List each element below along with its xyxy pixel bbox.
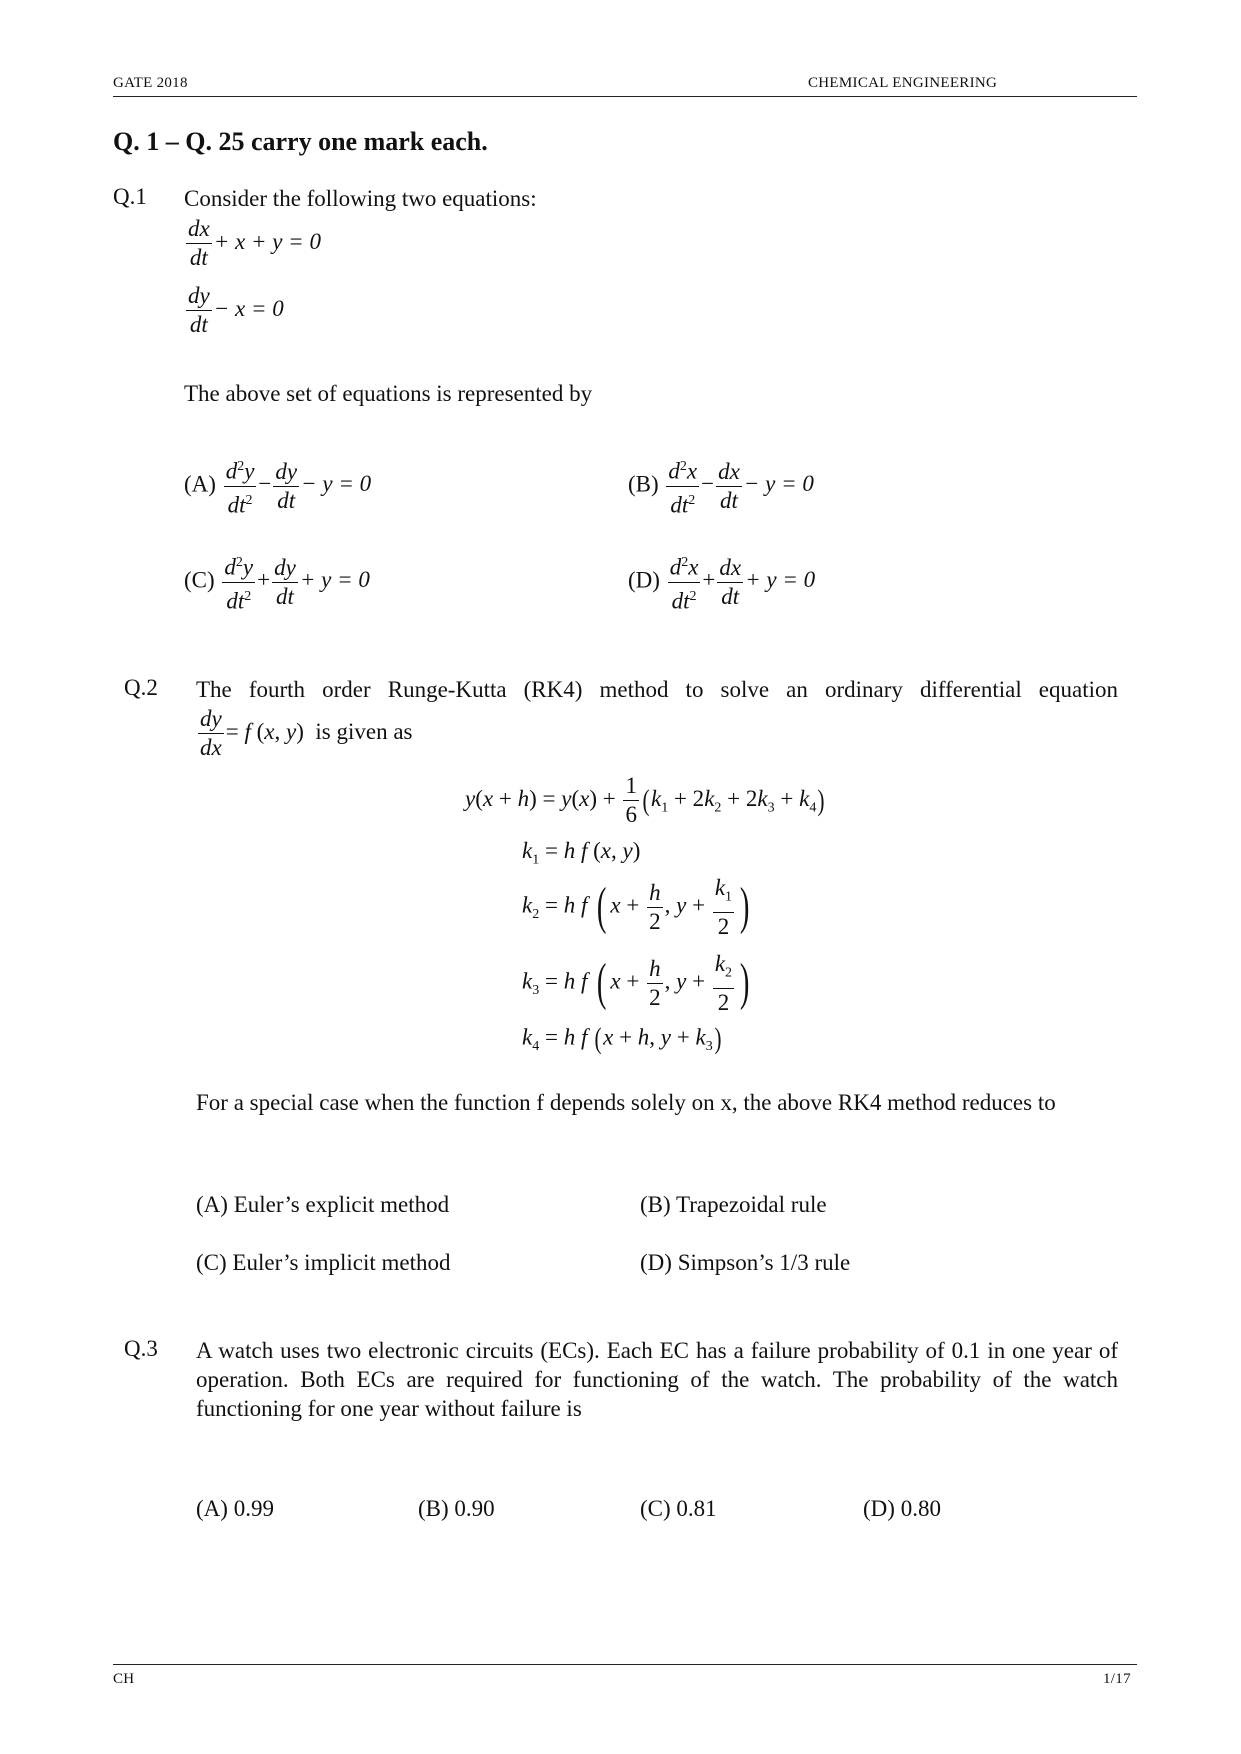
q3-option-d-text: 0.80 [900,1496,941,1521]
q3-option-b[interactable] [418,1496,495,1522]
q2-option-a[interactable] [196,1192,449,1218]
q2-option-c-label: (C) [196,1250,227,1275]
q2-option-b-text: Trapezoidal rule [676,1192,827,1217]
q1-option-b[interactable]: (B) $\frac{d^2x}{dt^2}$ − $\frac{dx}{dt}$ − y = 0 [628,453,814,519]
rk4-k4: $k_4 = h$ f (x + h, $y + k_3$) [522,1022,722,1055]
q1-option-b-label: (B) [628,471,659,497]
q1-option-d-var: x [688,554,699,580]
q1-option-c-op1: + [257,567,271,593]
q3-option-c[interactable] [640,1496,717,1522]
header-right: CHEMICAL ENGINEERING [808,75,998,91]
q1-eq1-rest: + x + y = 0 [213,228,321,254]
q1-option-c-op2: + y = 0 [299,567,370,593]
q1-option-b-var: x [686,458,698,484]
q3-number: Q.3 [124,1336,158,1361]
q1-option-a-op1: − [258,471,272,497]
page-number: 1/17 [1103,1671,1131,1687]
q3-option-a-text: 0.99 [233,1496,274,1521]
q3-option-c-text: 0.81 [676,1496,717,1521]
q1-option-a-var: y [244,458,255,484]
q1-option-d-op2: + y = 0 [745,567,816,593]
q3-option-a-label: (A) [196,1496,228,1521]
q3-option-d-label: (D) [863,1496,895,1521]
q1-option-b-op1: − [701,471,715,497]
rk4-k2: $k_2 = h$ f ( x + $\frac{h}{2}$ , y + $\frac{k_1}{2}$ ) [522,875,750,939]
q2-special-case: For a special case when the function f depends solely on x, the above RK4 method reduces to [196,1090,1056,1115]
footer-rule [113,1664,1137,1665]
q1-number: Q.1 [113,184,147,209]
q3-option-b-text: 0.90 [454,1496,495,1521]
rk4-update-formula: y(x + h) = y(x) + $\frac{1}{6}$ $(k_1 + 2k_2 + 2k_3 + k_4)$ [465,773,825,827]
q1-option-d-label: (D) [628,567,660,593]
q1-option-b-dvar: x [729,458,740,484]
section-title: Q. 1 – Q. 25 carry one mark each. [113,127,488,156]
q1-equation-1: $\frac{dx}{dt}$ + x + y = 0 [188,216,321,270]
q1-eq2-rest: − x = 0 [213,295,284,321]
q3-text: A watch uses two electronic circuits (ECs). Each EC has a failure probability of 0.1 in one year of operation. Both ECs are required for functioning of the watch. The probability of the watch functioning for one year without failure is [196,1338,1118,1421]
q2-given: is given as [315,718,413,744]
q3-option-d[interactable] [863,1496,941,1522]
q2-number: Q.2 [124,675,158,700]
q1-option-c[interactable]: (C) $\frac{d^2y}{dt^2}$ + $\frac{dy}{dt}$ + y = 0 [184,549,370,615]
q2-option-c-text: Euler’s implicit method [232,1250,451,1275]
q2-option-a-label: (A) [196,1192,228,1217]
q1-option-d[interactable]: (D) $\frac{d^2x}{dt^2}$ + $\frac{dx}{dt}$ + y = 0 [628,549,815,615]
rk4-k3: $k_3 = h$ f ( x + $\frac{h}{2}$ , y + $\frac{k_2}{2}$ ) [522,951,750,1015]
q1-option-b-op2: − y = 0 [743,471,814,497]
footer-left: CH [113,1671,135,1687]
q2-option-a-text: Euler’s explicit method [233,1192,450,1217]
q3-option-b-label: (B) [418,1496,449,1521]
q2-option-d[interactable] [640,1250,850,1276]
q2-ode: $\frac{dy}{dx}$ = f (x, y) is given as [200,706,413,760]
q2-option-c[interactable] [196,1250,450,1276]
q1-equation-2: $\frac{dy}{dt}$ − x = 0 [188,283,284,337]
q2-option-b-label: (B) [640,1192,671,1217]
q1-option-c-label: (C) [184,567,215,593]
q1-prompt: The above set of equations is represented by [184,381,593,406]
header-left: GATE 2018 [113,75,188,91]
q2-line1: The fourth order Runge-Kutta (RK4) method to solve an ordinary differential equation [196,677,1118,702]
q2-option-d-text: Simpson’s 1/3 rule [677,1250,851,1275]
q2-option-b[interactable] [640,1192,827,1218]
q2-option-d-label: (D) [640,1250,672,1275]
q1-option-a-label: (A) [184,471,216,497]
rk4-k1: $k_1 = h$ f (x, y) [522,838,641,868]
q1-option-c-dvar: y [285,554,296,580]
q3-option-a[interactable] [196,1496,274,1522]
q1-intro: Consider the following two equations: [184,186,537,211]
q1-option-a-op2: − y = 0 [301,471,372,497]
q1-option-d-op1: + [702,567,716,593]
q1-option-a-dvar: y [286,458,298,484]
q3-option-c-label: (C) [640,1496,671,1521]
q1-option-d-dvar: x [730,554,742,580]
header-rule [113,96,1137,97]
q1-option-c-var: y [242,554,254,580]
q1-option-a[interactable]: (A) $\frac{d^2y}{dt^2}$ − $\frac{dy}{dt}$ − y = 0 [184,453,371,519]
